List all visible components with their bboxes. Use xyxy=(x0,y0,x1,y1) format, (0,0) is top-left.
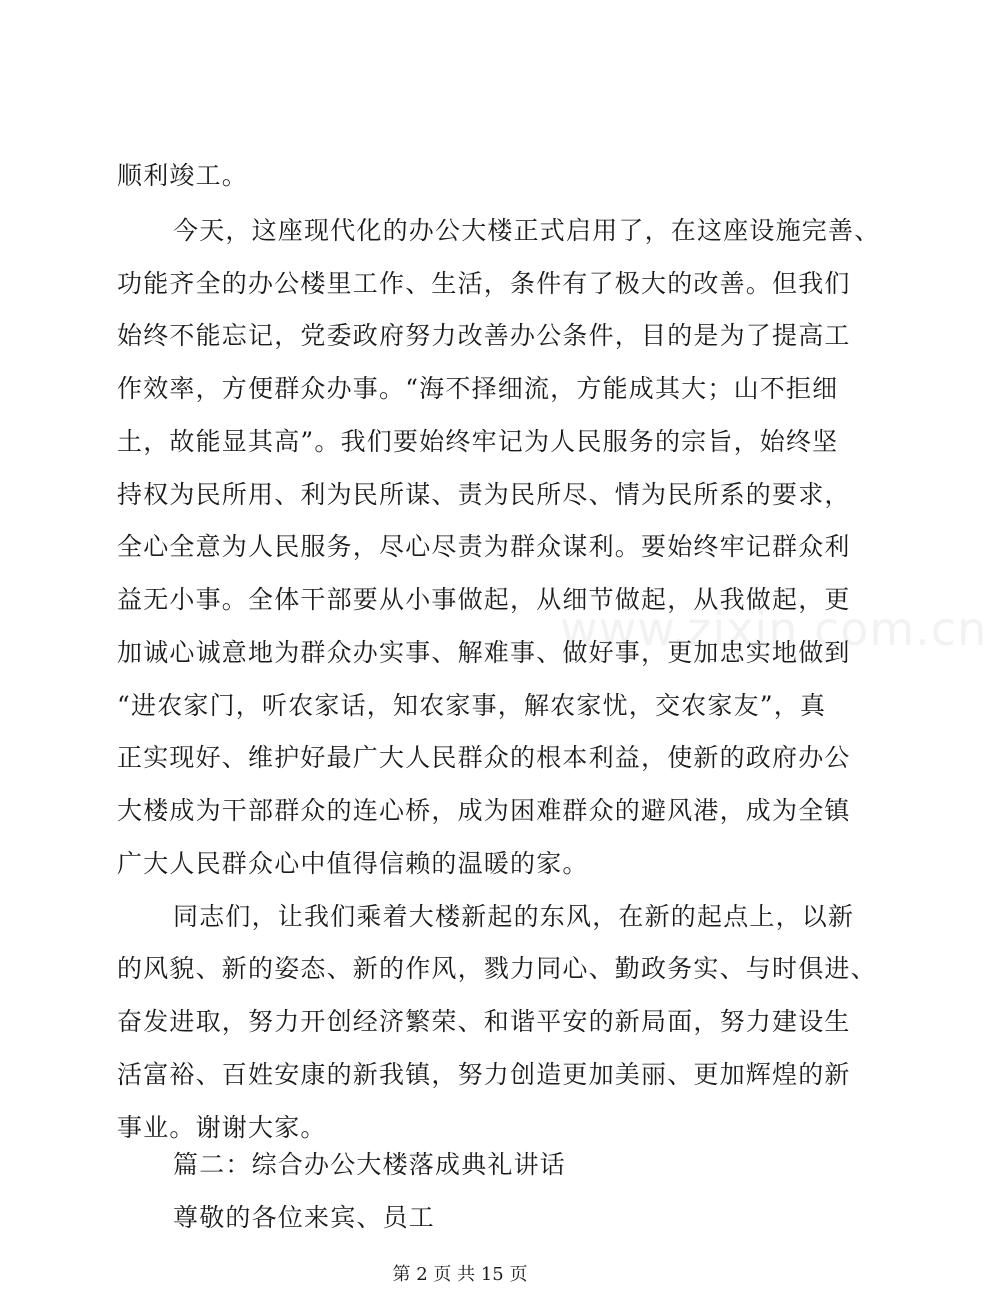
section-heading: 篇二：综合办公大楼落成典礼讲话 xyxy=(173,1150,567,1179)
text-line: 活富裕、百姓安康的新我镇，努力创造更加美丽、更加辉煌的新 xyxy=(117,1060,851,1089)
paragraph-start-line: 今天，这座现代化的办公大楼正式启用了，在这座设施完善、 xyxy=(173,216,881,245)
text-line: 的风貌、新的姿态、新的作风，戮力同心、勤政务实、与时俱进、 xyxy=(117,954,877,983)
text-line: 持权为民所用、利为民所谋、责为民所尽、情为民所系的要求， xyxy=(117,480,851,509)
text-line: 事业。谢谢大家。 xyxy=(117,1113,327,1142)
text-line: 土，故能显其高”。我们要始终牢记为人民服务的宗旨，始终坚 xyxy=(117,427,839,456)
text-line: “进农家门，听农家话，知农家事，解农家忧，交农家友”，真 xyxy=(117,691,827,720)
text-line: 顺利竣工。 xyxy=(117,161,249,190)
paragraph-start-line: 同志们，让我们乘着大楼新起的东风，在新的起点上，以新 xyxy=(173,902,855,931)
text-line: 奋发进取，努力开创经济繁荣、和谐平安的新局面，努力建设生 xyxy=(117,1007,851,1036)
text-line: 全心全意为人民服务，尽心尽责为群众谋利。要始终牢记群众利 xyxy=(117,532,851,561)
text-line: 加诚心诚意地为群众办实事、解难事、做好事，更加忠实地做到 xyxy=(117,638,851,667)
text-line: 广大人民群众心中值得信赖的温暖的家。 xyxy=(117,849,589,878)
watermark: www.zixin.com.cn xyxy=(560,602,987,656)
text-line: 始终不能忘记，党委政府努力改善办公条件，目的是为了提高工 xyxy=(117,321,851,350)
salutation-line: 尊敬的各位来宾、员工 xyxy=(173,1203,436,1232)
text-line: 功能齐全的办公楼里工作、生活，条件有了极大的改善。但我们 xyxy=(117,269,851,298)
text-line: 作效率，方便群众办事。“海不择细流，方能成其大；山不拒细 xyxy=(117,374,839,403)
page-number: 第 2 页 共 15 页 xyxy=(392,1264,528,1285)
text-line: 正实现好、维护好最广大人民群众的根本利益，使新的政府办公 xyxy=(117,743,851,772)
text-line: 益无小事。全体干部要从小事做起，从细节做起，从我做起，更 xyxy=(117,585,851,614)
text-line: 大楼成为干部群众的连心桥，成为困难群众的避风港，成为全镇 xyxy=(117,796,851,825)
